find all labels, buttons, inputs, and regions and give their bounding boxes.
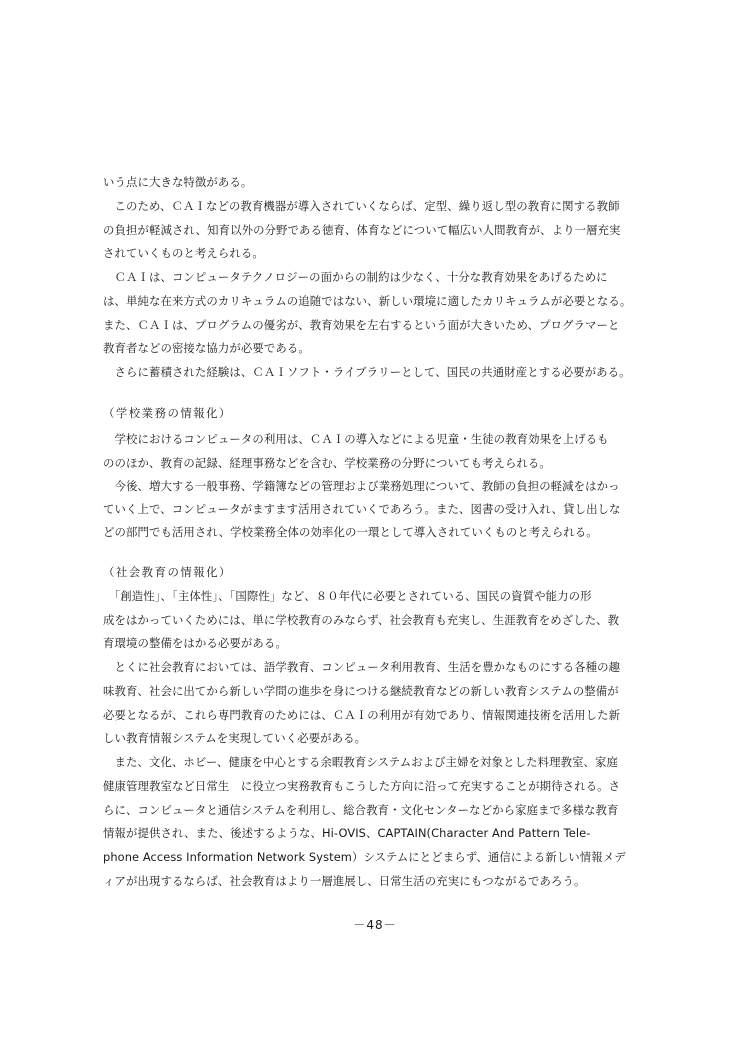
text-line: どの部門でも活用され、学校業務全体の効率化の一環として導入されていくものと考えられる。 <box>103 525 598 539</box>
section-heading-school: （学校業務の情報化） <box>103 406 232 420</box>
text-line: 情報が提供され、また、後述するような、Hi-OVIS、CAPTAIN(Character And Pattern Tele- <box>103 826 591 840</box>
text-line: の負担が軽減され、知育以外の分野である徳育、体育などについて幅広い人間教育が、より一層充実 <box>103 223 621 237</box>
text-line: このため、ＣＡＩなどの教育機器が導入されていくならば、定型、繰り返し型の教育に関する教師 <box>103 199 620 213</box>
text-line: いう点に大きな特徴がある。 <box>103 175 253 189</box>
text-line: ィアが出現するならば、社会教育はより一層進展し、日常生活の充実にもつながるであろう。 <box>103 874 586 888</box>
text-line: とくに社会教育においては、語学教育、コンピュータ利用教育、生活を豊かなものにする各種の趣 <box>103 660 621 674</box>
text-line: 「創造性」、「主体性」、「国際性」など、８０年代に必要とされている、国民の資質や能力の形 <box>103 589 592 603</box>
text-line: ていく上で、コンピュータがますます活用されていくであろう。また、図書の受け入れ、貸し出しな <box>103 502 621 516</box>
text-line: 健康管理教室など日常生 に役立つ実務教育もこうした方向に沿って充実することが期待される。さ <box>103 779 621 793</box>
page-number: －48－ <box>353 918 397 932</box>
text-line: 育環境の整備をはかる必要がある。 <box>103 636 287 650</box>
text-line: されていくものと考えられる。 <box>103 246 264 260</box>
text-line: ののほか、教育の記録、経理事務などを含む、学校業務の分野についても考えられる。 <box>103 456 551 470</box>
text-line: また、ＣＡＩは、プログラムの優劣が、教育効果を左右するという面が大きいため、プログラマーと <box>103 318 620 332</box>
text-line: 必要となるが、これら専門教育のためには、ＣＡＩの利用が有効であり、情報関連技術を活用した新 <box>103 708 621 722</box>
text-line: は、単純な在来方式のカリキュラムの追随ではない、新しい環境に適したカリキュラムが必要となる。 <box>103 294 632 308</box>
text-line: 今後、増大する一般事務、学籍簿などの管理および業務処理について、教師の負担の軽減をはかっ <box>103 479 620 493</box>
text-line: 学校におけるコンピュータの利用は、ＣＡＩの導入などによる児童・生徒の教育効果を上げるも <box>103 432 609 446</box>
section-heading-social: （社会教育の情報化） <box>103 565 232 579</box>
text-line: らに、コンピュータと通信システムを利用し、総合教育・文化センターなどから家庭まで多様な教育 <box>103 803 619 817</box>
text-line: 成をはかっていくためには、単に学校教育のみならず、社会教育も充実し、生涯教育をめざした、教 <box>103 613 620 627</box>
text-line: 教育者などの密接な協力が必要である。 <box>103 341 310 355</box>
text-line: 味教育、社会に出てから新しい学問の進歩を身につける継続教育などの新しい教育システムの整備が <box>103 684 619 698</box>
text-line: さらに蓄積された経験は、ＣＡＩソフト・ライブラリーとして、国民の共通財産とする必要がある。 <box>103 365 631 379</box>
text-line: また、文化、ホビー、健康を中心とする余暇教育システムおよび主婦を対象とした料理教室、家庭 <box>103 755 619 769</box>
text-line: ＣＡＩは、コンピュータテクノロジーの面からの制約は少なく、十分な教育効果をあげるために <box>103 270 608 284</box>
text-line: phone Access Information Network System）システムにとどまらず、通信による新しい情報メデ <box>103 850 626 864</box>
text-line: しい教育情報システムを実現していく必要がある。 <box>103 731 367 745</box>
